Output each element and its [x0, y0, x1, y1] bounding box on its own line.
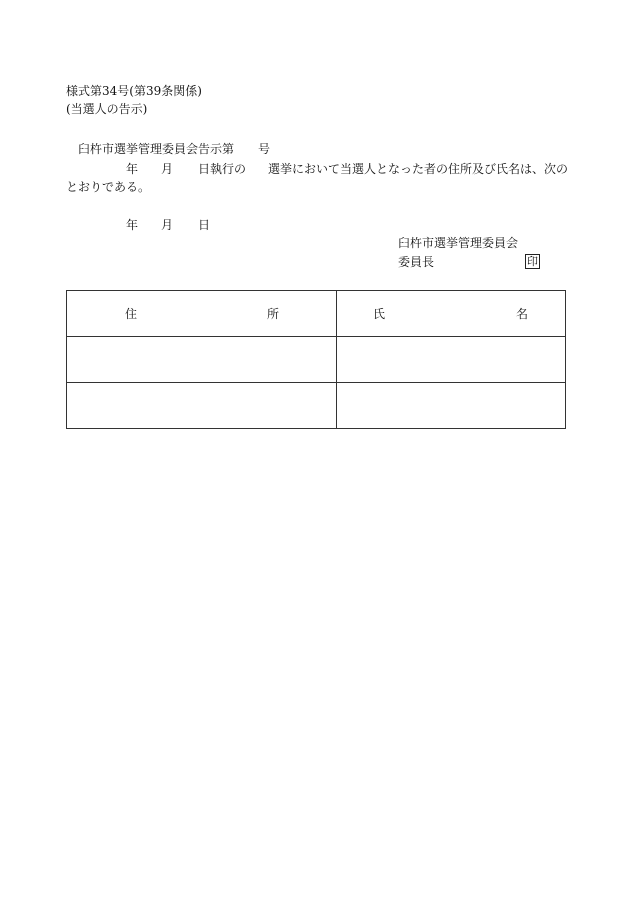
date-year: 年 — [126, 218, 139, 232]
issuer-title: 委員長 — [398, 255, 435, 269]
body-month: 月 — [161, 162, 174, 176]
name-header-right: 名 — [516, 307, 529, 321]
notice-number-prefix: 臼杵市選挙管理委員会告示第 — [78, 142, 235, 156]
name-cell — [337, 383, 566, 429]
address-header-right: 所 — [267, 307, 280, 321]
issuer-organization: 臼杵市選挙管理委員会 — [398, 236, 519, 250]
elected-persons-table — [66, 290, 566, 429]
seal-mark: 印 — [527, 255, 538, 268]
date-day: 日 — [198, 218, 211, 232]
table-header-row — [67, 291, 566, 337]
name-header-left: 氏 — [373, 307, 386, 321]
notice-number-suffix: 号 — [258, 142, 271, 156]
address-cell — [67, 383, 337, 429]
body-continuation: とおりである。 — [66, 180, 151, 194]
body-day-held: 日執行の — [198, 162, 247, 176]
table-row — [67, 337, 566, 383]
form-title: (当選人の告示) — [66, 102, 148, 116]
address-column-header — [67, 291, 337, 337]
body-year: 年 — [126, 162, 139, 176]
name-column-header — [337, 291, 566, 337]
table-row — [67, 383, 566, 429]
form-number: 様式第34号(第39条関係) — [66, 84, 202, 98]
body-election-text: 選挙において当選人となった者の住所及び氏名は、次の — [268, 162, 569, 176]
date-month: 月 — [161, 218, 174, 232]
address-cell — [67, 337, 337, 383]
address-header-left: 住 — [125, 307, 138, 321]
name-cell — [337, 337, 566, 383]
